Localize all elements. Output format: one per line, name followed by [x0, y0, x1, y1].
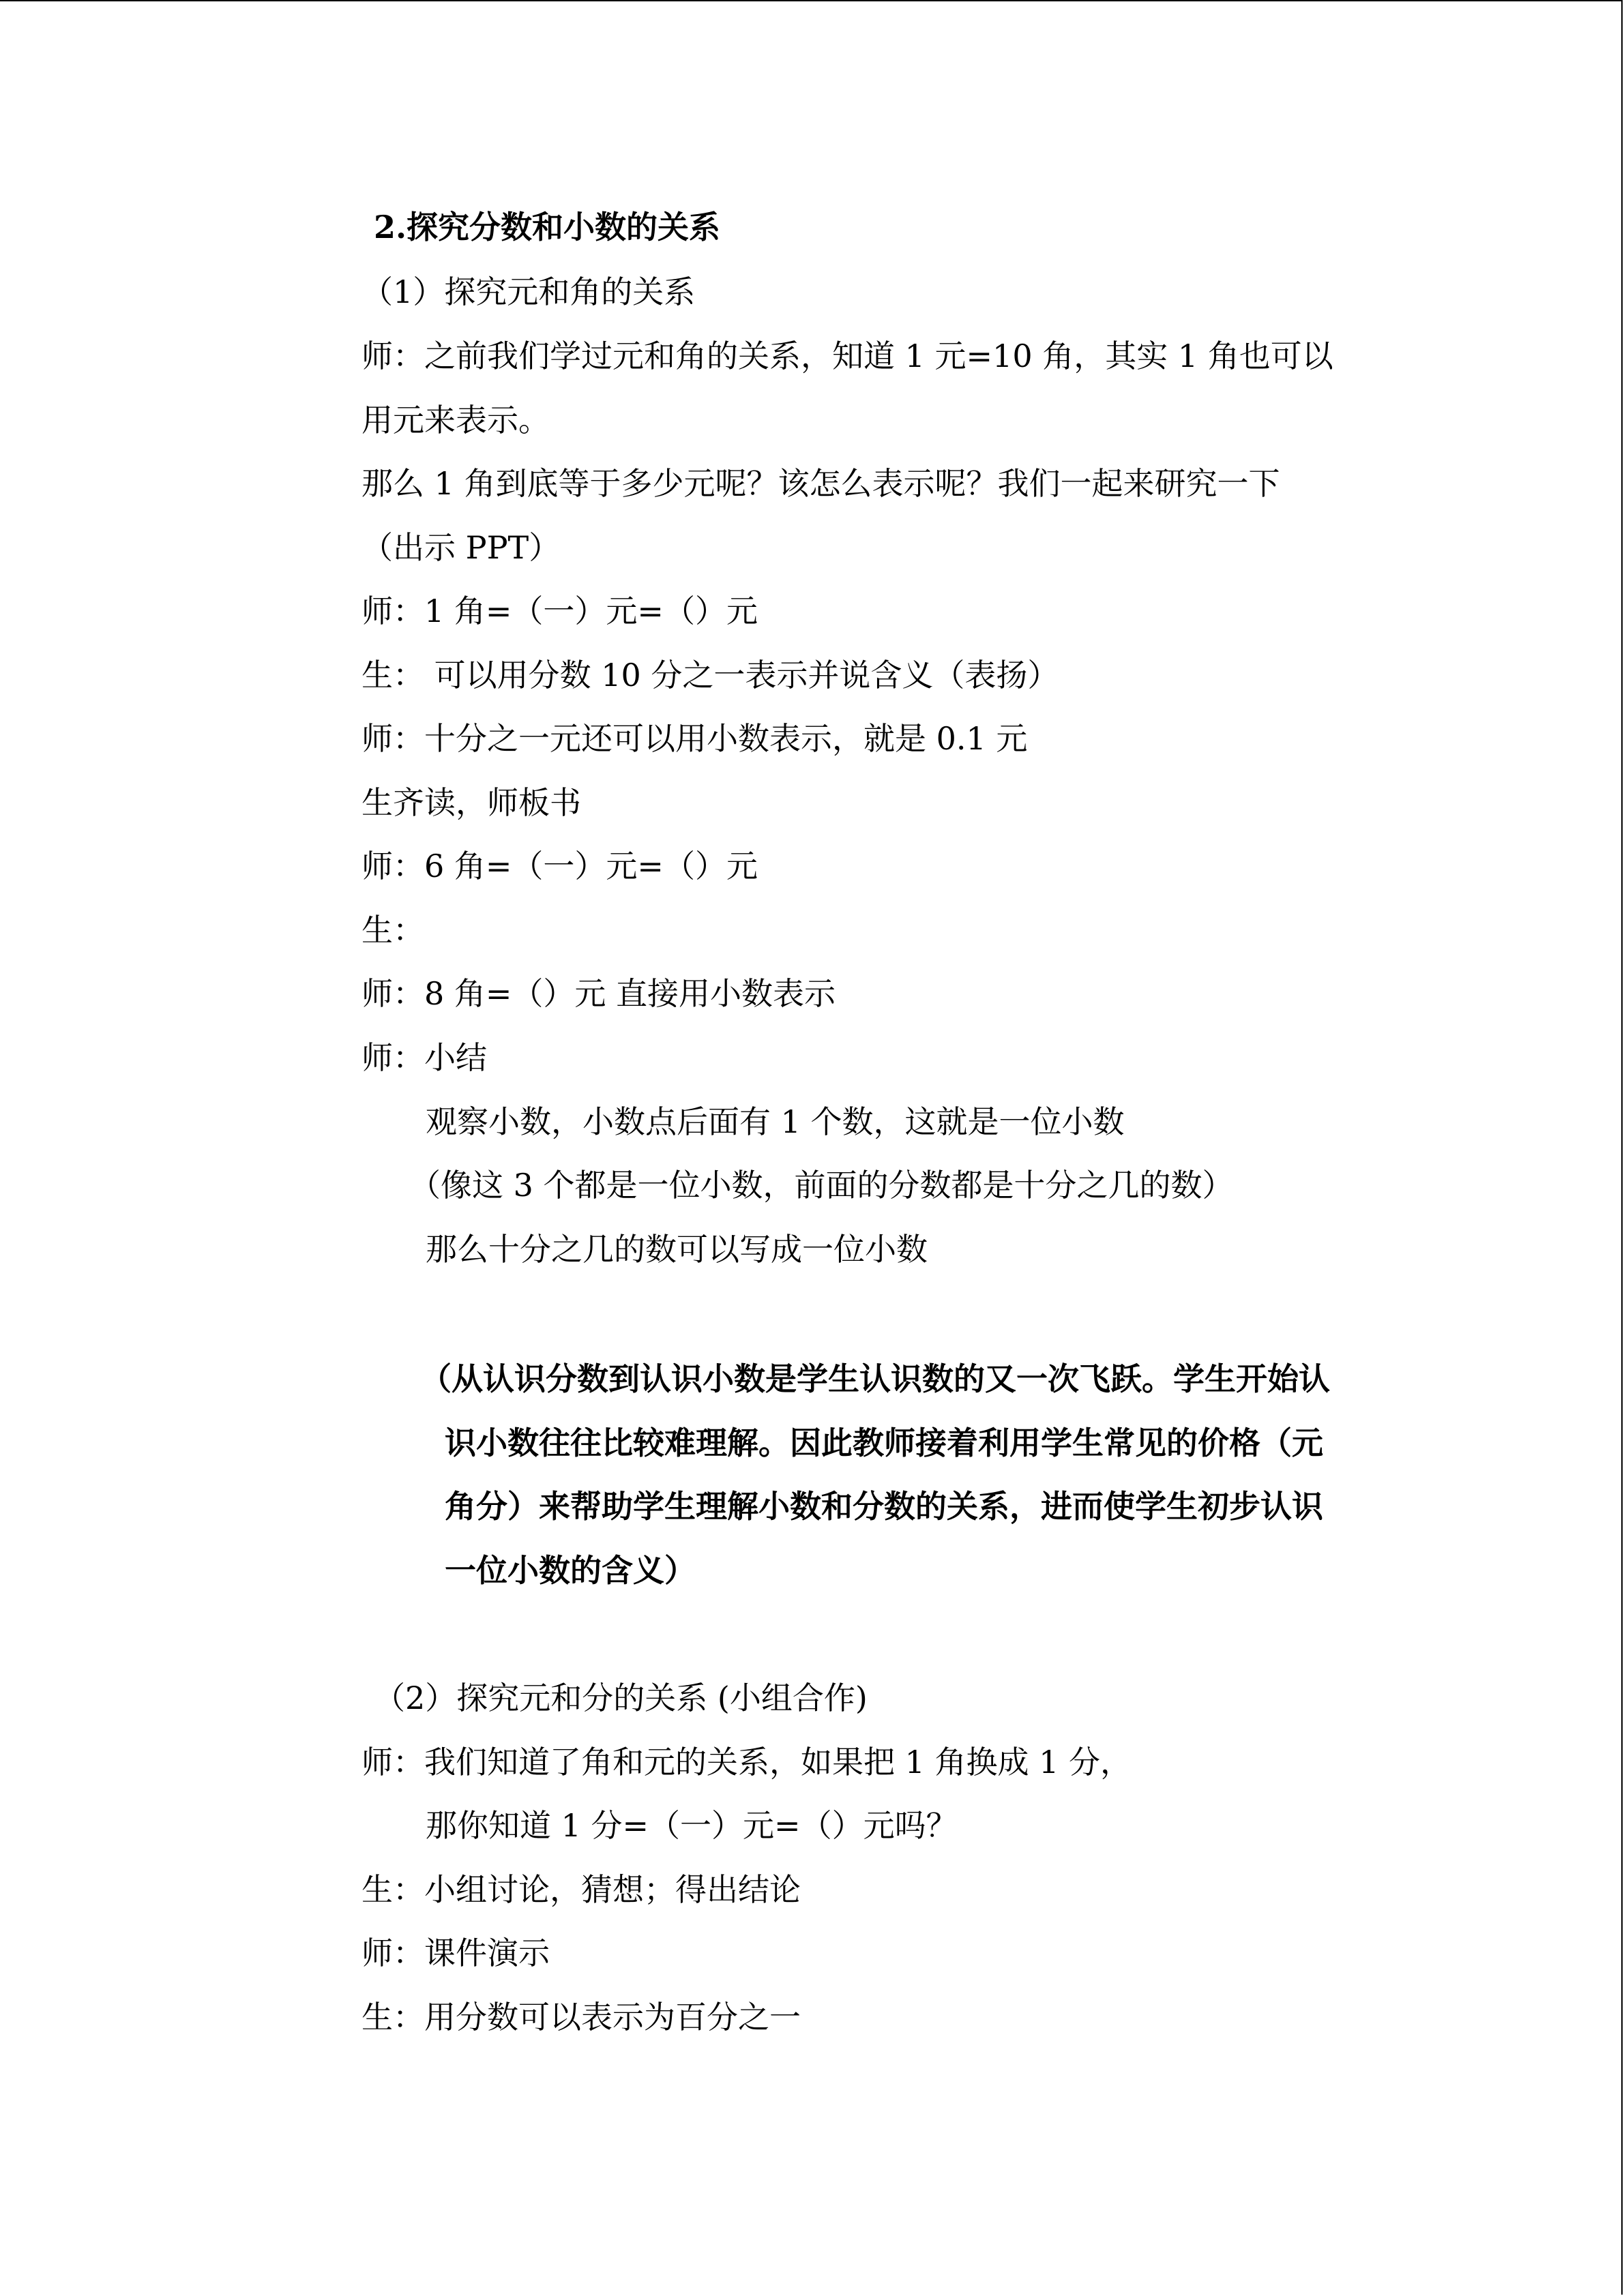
text-line: 师：小结	[361, 1039, 487, 1076]
indented-line: （像这 3 个都是一位小数，前面的分数都是十分之几的数）	[409, 1167, 1234, 1204]
text-line: 师：我们知道了角和元的关系，如果把 1 角换成 1 分，	[361, 1744, 1132, 1780]
indented-line: 观察小数，小数点后面有 1 个数，这就是一位小数	[426, 1103, 1125, 1140]
text-line: 师：8 角=（）元 直接用小数表示	[361, 975, 836, 1012]
text-line: 师：十分之一元还可以用小数表示，就是 0.1 元	[361, 720, 1028, 757]
text-line: 生：	[361, 912, 424, 949]
indented-line: 那你知道 1 分=（一）元=（）元吗？	[426, 1807, 958, 1844]
text-line: 生：用分数可以表示为百分之一	[361, 1999, 801, 2036]
text-line: 生： 可以用分数 10 分之一表示并说含义（表扬）	[361, 657, 1059, 694]
text-line: 用元来表示。	[361, 402, 550, 438]
text-line: 师：之前我们学过元和角的关系，知道 1 元=10 角，其实 1 角也可以	[361, 338, 1333, 374]
text-line: 师：6 角=（一）元=（）元	[361, 848, 758, 884]
section-title: 2.探究分数和小数的关系	[374, 209, 721, 245]
text-line: 生：小组讨论，猜想；得出结论	[361, 1871, 801, 1908]
commentary-line: 一位小数的含义）	[445, 1552, 696, 1589]
text-line: 师：课件演示	[361, 1935, 550, 1971]
commentary-line: 角分）来帮助学生理解小数和分数的关系，进而使学生初步认识	[445, 1488, 1323, 1525]
text-line: 生齐读，师板书	[361, 784, 581, 821]
indented-line: 那么十分之几的数可以写成一位小数	[426, 1231, 928, 1268]
part2-subtitle: （2）探究元和分的关系 (小组合作)	[374, 1680, 868, 1716]
text-line: 那么 1 角到底等于多少元呢？该怎么表示呢？我们一起来研究一下	[361, 465, 1280, 502]
part1-subtitle: （1）探究元和角的关系	[361, 273, 696, 310]
commentary-line: （从认识分数到认识小数是学生认识数的又一次飞跃。学生开始认	[420, 1360, 1330, 1397]
text-line: 师：1 角=（一）元=（）元	[361, 593, 758, 629]
text-line: （出示 PPT）	[361, 529, 561, 566]
commentary-line: 识小数往往比较难理解。因此教师接着利用学生常见的价格（元	[445, 1425, 1323, 1461]
